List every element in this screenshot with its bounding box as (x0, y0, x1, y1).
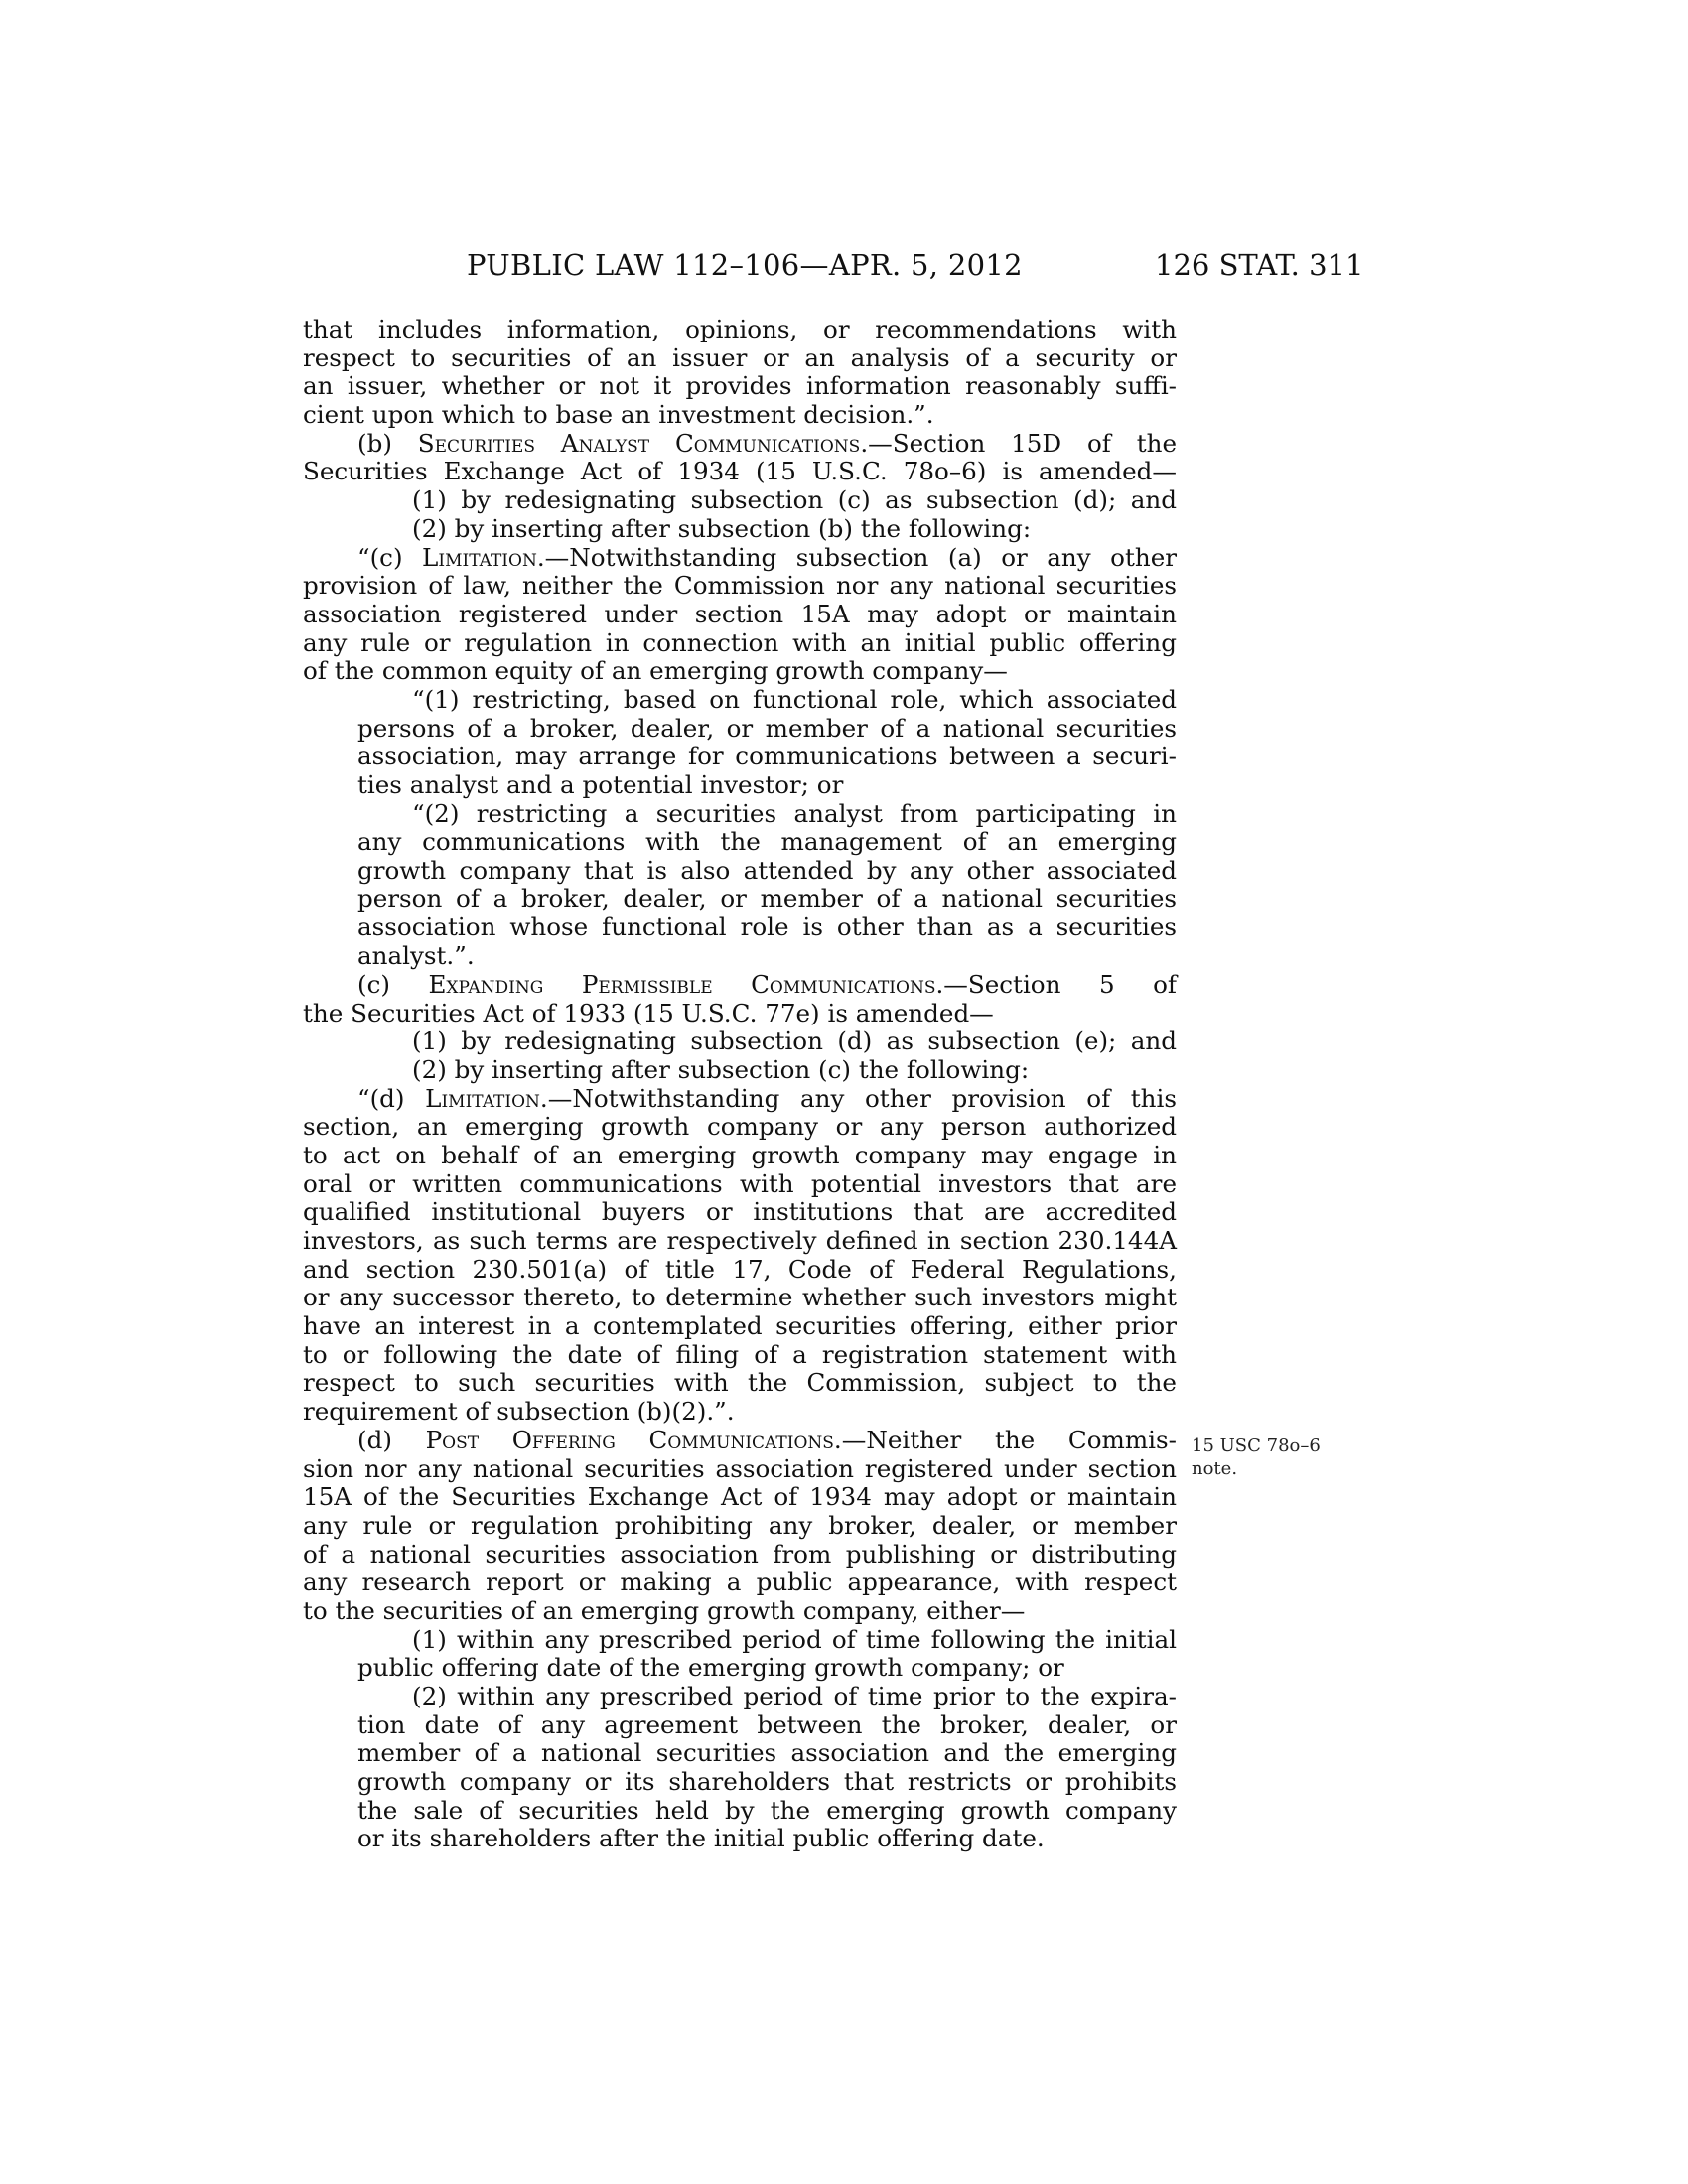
text-line (303, 857, 1177, 886)
line-text: any research report or making a public appearance, with respect (303, 1568, 1177, 1597)
text-line (303, 1739, 1177, 1768)
line-text: any rule or regulation in connection with an initial public offering (303, 627, 1177, 657)
subsection-heading: Limitation (425, 1083, 540, 1113)
line-text: or any successor thereto, to determine whether such investors might (303, 1283, 1177, 1312)
line-text: respect to such securities with the Commission, subject to the (303, 1368, 1177, 1398)
text-line (303, 1654, 1177, 1683)
text-line (303, 828, 1177, 857)
line-text: (2) by inserting after subsection (b) the following: (412, 513, 1032, 543)
text-line (303, 1512, 1177, 1541)
text-line (303, 316, 1177, 344)
text-line (303, 1541, 1177, 1570)
text-line (303, 913, 1177, 942)
text-line (303, 401, 1177, 430)
text-line (303, 629, 1177, 658)
line-text: investors, as such terms are respectively defined in section 230.144A (303, 1226, 1177, 1255)
line-text: requirement of subsection (b)(2).”. (303, 1397, 735, 1427)
text-line (303, 1455, 1177, 1484)
subsection-designator: “(c) (357, 542, 423, 572)
line-text: member of a national securities association and the emerging (357, 1738, 1177, 1768)
line-text: (2) within any prescribed period of time prior to the expira- (412, 1682, 1177, 1710)
line-text: “(2) restricting a securities analyst from participating in (412, 798, 1177, 828)
line-text: .—Notwithstanding any other provision of this (539, 1083, 1177, 1113)
text-line (303, 1711, 1177, 1740)
subsection-heading: Securities Analyst Communications (417, 428, 861, 458)
text-line (303, 886, 1177, 914)
line-text: association, may arrange for communications between a securi- (357, 742, 1177, 771)
text-line (303, 1369, 1177, 1398)
text-line (303, 971, 1177, 1000)
text-line (303, 800, 1177, 829)
text-line (303, 1312, 1177, 1341)
line-text: .—Notwithstanding subsection (a) or any other (536, 542, 1178, 572)
text-line (303, 430, 1177, 459)
statute-body-text (303, 316, 1177, 1853)
line-text: to or following the date of filing of a registration statement with (303, 1339, 1177, 1369)
text-line (303, 771, 1177, 800)
text-line (303, 657, 1177, 686)
line-text: association whose functional role is other than as a securities (357, 912, 1177, 942)
line-text: the sale of securities held by the emerging growth company (357, 1795, 1177, 1825)
text-line (303, 1000, 1177, 1028)
margin-note-citation: 15 USC 78o–6 (1192, 1435, 1321, 1456)
line-text: sion nor any national securities association registered under section (303, 1453, 1177, 1483)
line-text: ties analyst and a potential investor; or (357, 770, 844, 799)
line-text: an issuer, whether or not it provides information reasonably suffi- (303, 371, 1177, 401)
line-text: .—Section 15D of the (860, 428, 1177, 458)
line-text: growth company or its shareholders that restricts or prohibits (357, 1767, 1177, 1797)
line-text: to the securities of an emerging growth company, either— (303, 1595, 1026, 1625)
line-text: of the common equity of an emerging growth company— (303, 656, 1008, 686)
text-line (303, 1597, 1177, 1626)
line-text: to act on behalf of an emerging growth company may engage in (303, 1140, 1177, 1169)
subsection-designator: (b) (357, 428, 418, 458)
line-text: (2) by inserting after subsection (c) the following: (412, 1054, 1030, 1084)
text-line (303, 1284, 1177, 1312)
text-line (303, 1797, 1177, 1826)
line-text: or its shareholders after the initial public offering date. (357, 1824, 1045, 1853)
line-text: (1) by redesignating subsection (c) as subsection (d); and (412, 485, 1177, 515)
text-line (303, 1768, 1177, 1797)
line-text: respect to securities of an issuer or an analysis of a security or (303, 342, 1177, 372)
text-line (303, 1027, 1177, 1056)
page-citation: 126 STAT. 311 (1155, 248, 1364, 282)
line-text: (1) within any prescribed period of time following the initial (412, 1624, 1177, 1654)
text-line (303, 1483, 1177, 1512)
text-line (303, 686, 1177, 715)
text-line (303, 1825, 1177, 1853)
subsection-designator: “(d) (357, 1083, 426, 1113)
line-text: section, an emerging growth company or any person authorized (303, 1112, 1177, 1142)
line-text: cient upon which to base an investment decision.”. (303, 400, 934, 430)
text-line (303, 572, 1177, 601)
subsection-designator: (c) (357, 969, 429, 999)
subsection-heading: Limitation (422, 542, 537, 572)
text-line (303, 515, 1177, 544)
line-text: persons of a broker, dealer, or member of a national securities (357, 713, 1177, 743)
text-line (303, 1113, 1177, 1142)
text-line (303, 1683, 1177, 1711)
line-text: 15A of the Securities Exchange Act of 1934 may adopt or maintain (303, 1482, 1177, 1512)
line-text: qualified institutional buyers or institutions that are accredited (303, 1197, 1177, 1227)
line-text: any communications with the management of an emerging (357, 827, 1177, 857)
text-line (303, 942, 1177, 971)
text-line (303, 1085, 1177, 1114)
text-line (303, 344, 1177, 373)
text-line (303, 1198, 1177, 1227)
line-text: of a national securities association from publishing or distributing (303, 1539, 1177, 1569)
running-header: PUBLIC LAW 112–106—APR. 5, 2012 (467, 248, 1023, 282)
text-line (303, 486, 1177, 515)
text-line (303, 1056, 1177, 1085)
line-text: that includes information, opinions, or recommendations with (303, 315, 1177, 343)
text-line (303, 1170, 1177, 1199)
subsection-heading: Post Offering Communications (425, 1425, 834, 1454)
margin-note (1192, 1434, 1321, 1480)
line-text: (1) by redesignating subsection (d) as subsection (e); and (412, 1026, 1177, 1056)
text-line (303, 1227, 1177, 1256)
text-line (303, 715, 1177, 744)
text-line (303, 1569, 1177, 1597)
subsection-designator: (d) (357, 1425, 426, 1454)
subsection-heading: Expanding Permissible Communications (428, 969, 936, 999)
text-line (303, 601, 1177, 629)
line-text: growth company that is also attended by any other associated (357, 856, 1177, 886)
line-text: person of a broker, dealer, or member of a national securities (357, 884, 1177, 913)
line-text: .—Section 5 of (935, 969, 1177, 999)
line-text: analyst.”. (357, 941, 475, 971)
line-text: have an interest in a contemplated securities offering, either prior (303, 1311, 1177, 1341)
text-line (303, 1398, 1177, 1427)
text-line (303, 1626, 1177, 1655)
line-text: .—Neither the Commis- (833, 1425, 1177, 1454)
text-line (303, 1341, 1177, 1370)
text-line (303, 1142, 1177, 1170)
line-text: public offering date of the emerging growth company; or (357, 1653, 1064, 1683)
line-text: Securities Exchange Act of 1934 (15 U.S.C. 78o–6) is amended— (303, 457, 1177, 486)
line-text: and section 230.501(a) of title 17, Code of Federal Regulations, (303, 1254, 1177, 1284)
line-text: any rule or regulation prohibiting any broker, dealer, or member (303, 1510, 1177, 1540)
line-text: association registered under section 15A may adopt or maintain (303, 599, 1177, 628)
line-text: provision of law, neither the Commission nor any national securities (303, 571, 1177, 601)
text-line (303, 743, 1177, 771)
line-text: oral or written communications with potential investors that are (303, 1168, 1177, 1198)
line-text: the Securities Act of 1933 (15 U.S.C. 77e) is amended— (303, 998, 994, 1027)
margin-note-label: note. (1192, 1458, 1238, 1479)
text-line (303, 1427, 1177, 1455)
line-text: tion date of any agreement between the broker, dealer, or (357, 1709, 1177, 1739)
text-line (303, 458, 1177, 486)
line-text: “(1) restricting, based on functional role, which associated (412, 684, 1177, 714)
text-line (303, 544, 1177, 573)
text-line (303, 372, 1177, 401)
text-line (303, 1256, 1177, 1285)
